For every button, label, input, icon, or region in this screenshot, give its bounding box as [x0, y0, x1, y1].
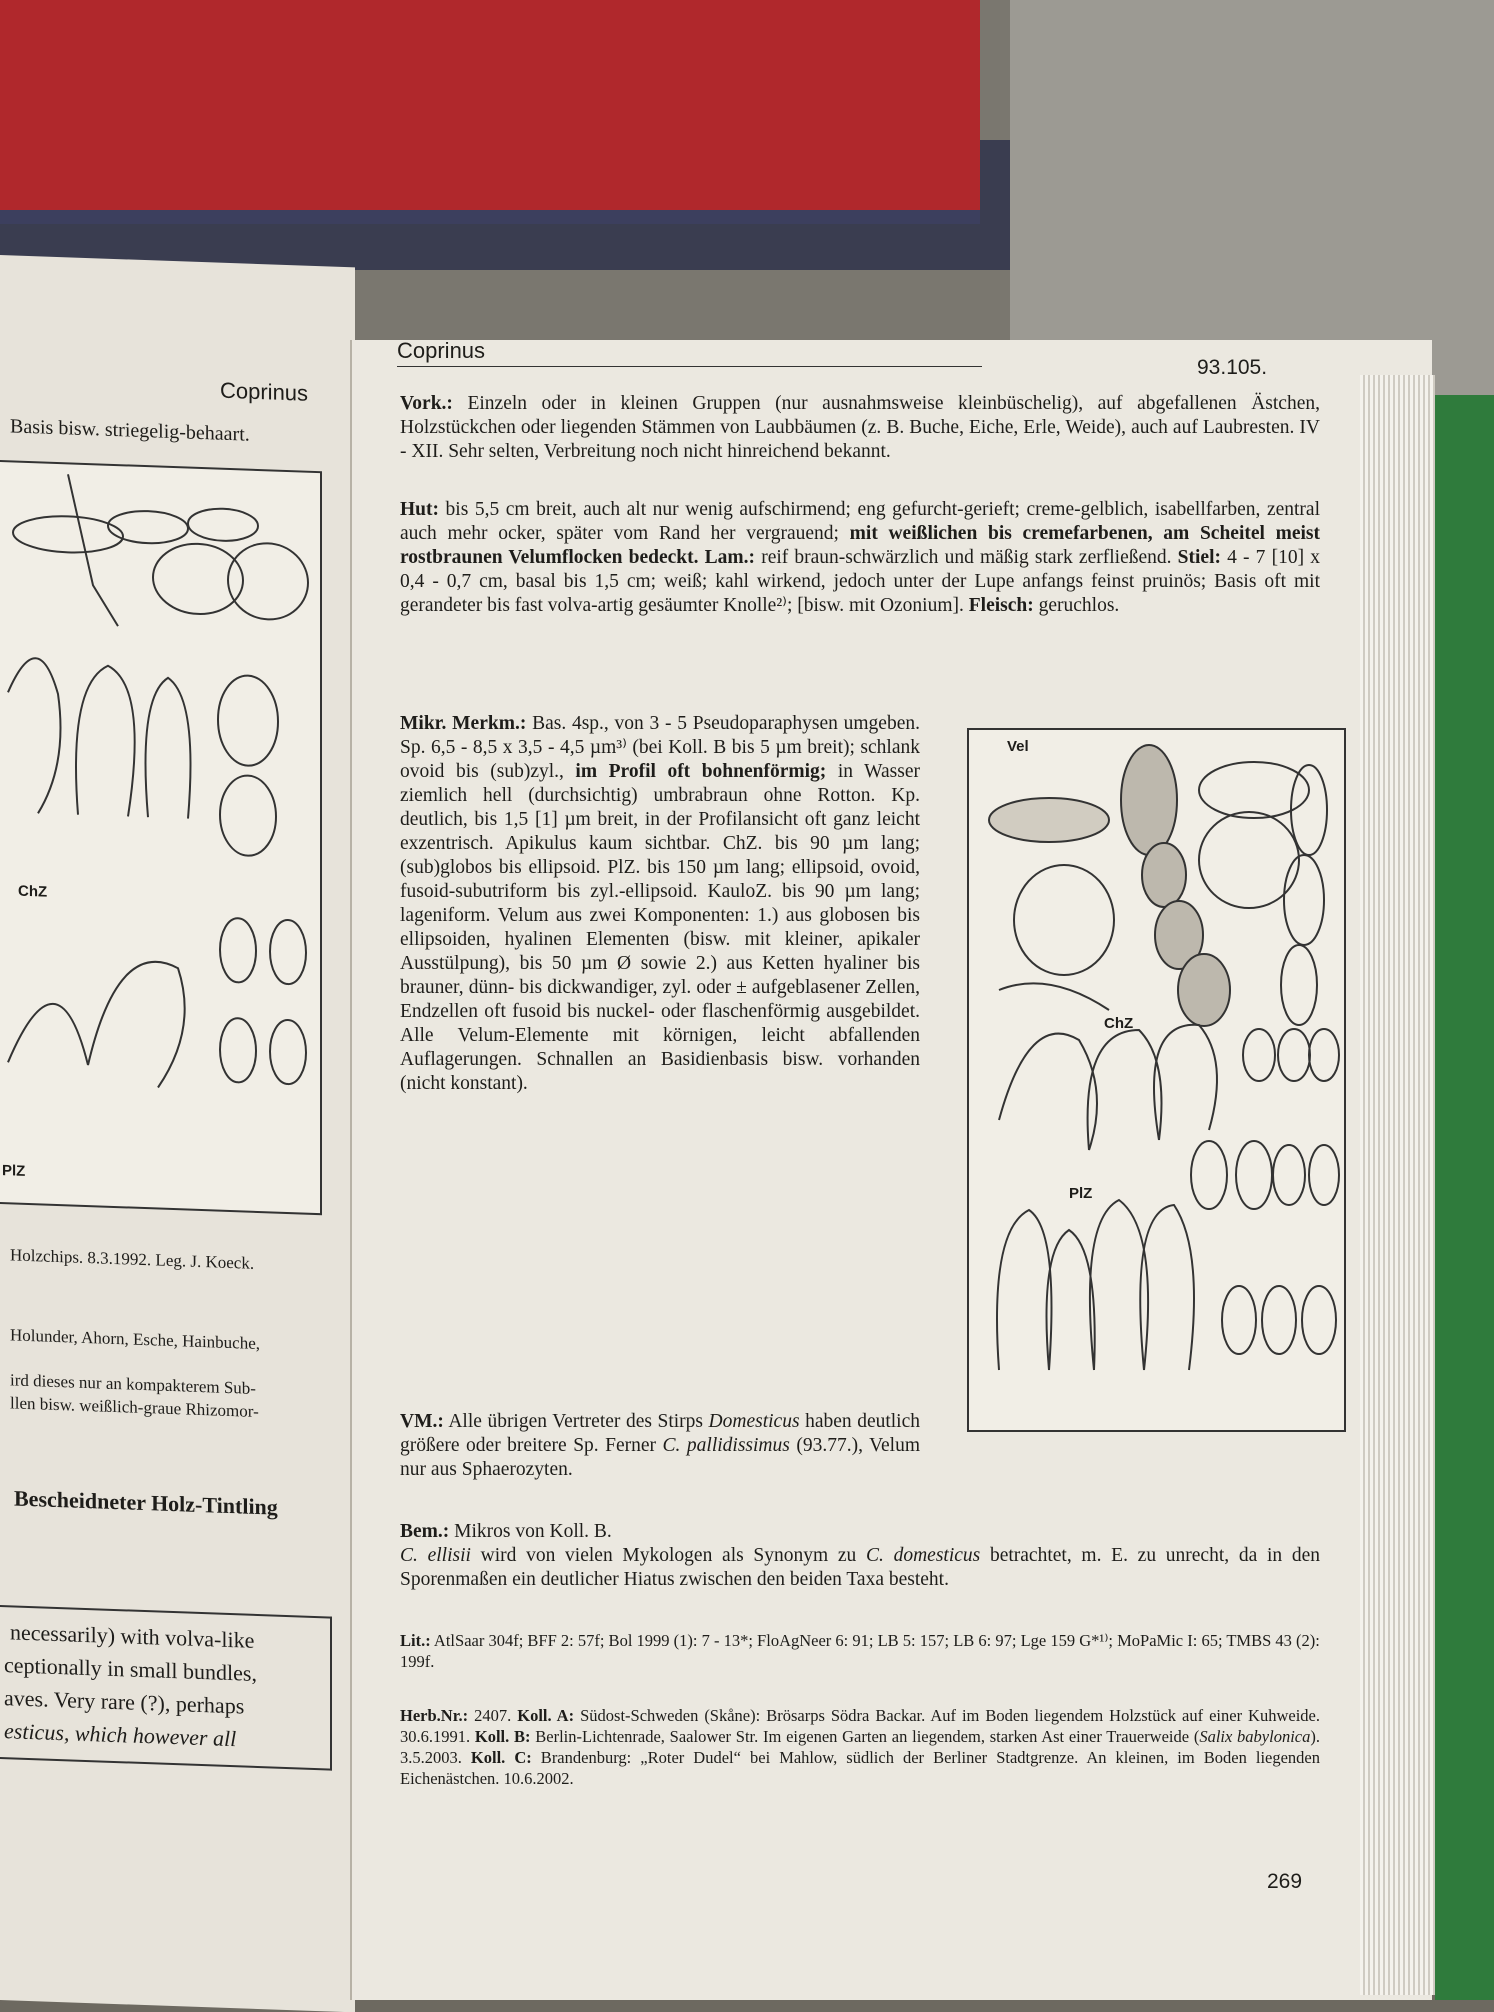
right-figure-label-plz: PlZ	[1069, 1185, 1093, 1202]
mikr-label: Mikr. Merkm.:	[400, 713, 527, 734]
left-text-rhizo: llen bisw. weißlich-graue Rhizomor-	[10, 1393, 259, 1422]
herb-koll-c: Koll. C:	[470, 1748, 532, 1767]
left-english-line-1: necessarily) with volva-like	[10, 1619, 255, 1653]
left-figure-label-plz: PlZ	[2, 1162, 26, 1180]
hut-label: Hut:	[400, 499, 439, 520]
herb-label: Herb.Nr.:	[400, 1706, 469, 1725]
bem-italic-domesticus: C. domesticus	[866, 1545, 981, 1566]
lit-text: AtlSaar 304f; BFF 2: 57f; Bol 1999 (1): 7 - 13*; FloAgNeer 6: 91; LB 5: 157; LB 6: 97; Lge 159 G*¹⁾; MoPaMic I: 65; TMBS 43 (2): 199f.	[400, 1631, 1320, 1671]
section-vork	[400, 392, 1320, 464]
left-figure-svg	[0, 462, 320, 1213]
vm-text-2: haben deutlich größere oder breitere Sp. Ferner	[400, 1411, 921, 1456]
herb-koll-a: Koll. A:	[517, 1706, 575, 1725]
left-page	[0, 255, 355, 2012]
vm-text-3: (93.77.), Velum nur aus Sphaerozyten.	[400, 1435, 920, 1480]
stiel-label: Stiel:	[1177, 547, 1221, 568]
left-english-line-3: aves. Very rare (?), perhaps	[4, 1685, 245, 1719]
section-lit	[400, 1630, 1320, 1672]
vm-italic-domesticus: Domesticus	[708, 1411, 800, 1432]
header-rule	[397, 366, 982, 367]
section-herb	[400, 1705, 1320, 1789]
left-text-basis: Basis bisw. striegelig-behaart.	[10, 415, 250, 446]
right-page	[350, 340, 1432, 2000]
lam-text: reif braun-schwärzlich und mäßig stark zerfließend.	[755, 547, 1178, 568]
fleisch-text: geruchlos.	[1033, 595, 1120, 616]
herb-italic-salix: Salix babylonica	[1199, 1727, 1311, 1746]
hut-text-1: bis 5,5 cm breit, auch alt nur wenig aufschirmend; eng gefurcht-gerieft; creme-gelblich, isabellfarben, zentral auch mehr ocker, später vom Rand her vergrauend;	[400, 499, 1320, 544]
right-figure-label-vel: Vel	[1007, 738, 1029, 755]
section-vm	[400, 1410, 920, 1482]
vm-label: VM.:	[400, 1411, 444, 1432]
lit-label: Lit.:	[400, 1631, 431, 1650]
left-page-header: Coprinus	[220, 377, 309, 406]
left-english-line-4: esticus, which however all	[4, 1718, 237, 1752]
mikr-bold-profile: im Profil oft bohnenförmig;	[575, 761, 827, 782]
section-hut	[400, 498, 1320, 618]
right-page-header-number: 93.105.	[1197, 356, 1268, 379]
right-figure-drawings	[967, 728, 1346, 1432]
stiel-text: 4 - 7 [10] x 0,4 - 0,7 cm, basal bis 1,5 cm; weiß; kahl wirkend, jedoch unter der Lupe anfangs feinst pruinös; Basis oft mit gerandeter bis fast volva-artig gesäumter Knolle²⁾; [bisw. mit Ozonium].	[400, 547, 1320, 616]
right-figure-label-chz: ChZ	[1104, 1015, 1134, 1032]
herb-text-1: 2407.	[468, 1706, 518, 1725]
bem-label: Bem.:	[400, 1521, 450, 1542]
bem-text-1: Mikros von Koll. B.	[449, 1521, 612, 1542]
bem-text-3: betrachtet, m. E. zu unrecht, da in den Sporenmaßen ein deutlicher Hiatus zwischen den beiden Taxa besteht.	[400, 1545, 1320, 1590]
left-text-holunder: Holunder, Ahorn, Esche, Hainbuche,	[10, 1325, 261, 1354]
mikr-text-1: Bas. 4sp., von 3 - 5 Pseudoparaphysen umgeben. Sp. 6,5 - 8,5 x 3,5 - 4,5 µm³⁾ (bei Koll. B bis 5 µm breit); schlank ovoid bis (sub)zyl.,	[400, 713, 920, 782]
vm-italic-pallidissimus: C. pallidissimus	[662, 1435, 790, 1456]
vm-text-1: Alle übrigen Vertreter des Stirps	[443, 1411, 709, 1432]
herb-koll-b: Koll. B:	[474, 1727, 531, 1746]
page-number: 269	[1267, 1870, 1303, 1893]
vork-label: Vork.:	[400, 393, 453, 414]
left-figure-drawings	[0, 460, 322, 1215]
green-book-cover	[1435, 395, 1494, 2000]
herb-text-5: Brandenburg: „Roter Dudel“ bei Mahlow, südlich der Berliner Stadtgrenze. An kleinen, im Boden liegenden Eichenästchen. 10.6.2002.	[400, 1748, 1320, 1788]
left-text-wird: ird dieses nur an kompakterem Sub-	[10, 1370, 256, 1398]
left-english-box	[0, 1605, 332, 1771]
left-figure-label-chz: ChZ	[18, 882, 48, 901]
right-figure-svg	[969, 730, 1344, 1430]
mikr-text-2: in Wasser ziemlich hell (durchsichtig) umbrabraun ohne Rotton. Kp. deutlich, bis 1,5 [1] µm breit, in der Profilansicht oft ganz leicht exzentrisch. Apikulus kaum sichtbar. ChZ. bis 90 µm lang; (sub)globos bis ellipsoid. PlZ. bis 150 µm lang; ellipsoid, ovoid, fusoid-subutriform bis zyl.-ellipsoid. KauloZ. bis 90 µm lang; lageniform. Velum aus zwei Komponenten: 1.) aus globosen bis ellipsoiden, hyalinen Elementen (bisw. mit kleiner, apikaler Ausstülpung), bis 50 µm Ø sowie 2.) aus Ketten hyaliner bis brauner, dünn- bis dickwandiger, zyl. oder ± aufgeblasener Zellen, Endzellen oft fusoid bis nuckel- oder flaschenförmig ausgebildet. Alle Velum-Elemente mit körnigen, leicht abfallenden Auflagerungen. Schnallen an Basidienbasis bisw. vorhanden (nicht konstant).	[400, 761, 920, 1094]
section-mikr	[400, 712, 920, 1096]
section-bem	[400, 1520, 1320, 1592]
left-text-holzchips: Holzchips. 8.3.1992. Leg. J. Koeck.	[10, 1245, 255, 1273]
red-book	[0, 0, 980, 224]
left-english-line-2: ceptionally in small bundles,	[4, 1652, 257, 1686]
herb-text-2: Südost-Schweden (Skåne): Brösarps Södra Backar. Auf im Boden liegendem Holzstück auf einer Kuhweide. 30.6.1991.	[400, 1706, 1320, 1746]
vork-text: Einzeln oder in kleinen Gruppen (nur ausnahmsweise kleinbüschelig), auf abgefallenen Ästchen, Holzstückchen oder liegenden Stämmen von Laubbäumen (z. B. Buche, Eiche, Erle, Weide), auch auf Laubresten. IV - XII. Sehr selten, Verbreitung noch nicht hinreichend bekannt.	[400, 393, 1320, 462]
right-page-header-genus: Coprinus	[397, 338, 486, 363]
bem-text-2: wird von vielen Mykologen als Synonym zu	[470, 1545, 866, 1566]
lam-label: Lam.:	[704, 547, 756, 568]
herb-text-4: ). 3.5.2003.	[400, 1727, 1320, 1767]
fleisch-label: Fleisch:	[968, 595, 1034, 616]
hut-bold-velum: mit weißlichen bis cremefarbenen, am Scheitel meist rostbraunen Velumflocken bedeckt.	[400, 523, 1320, 568]
page-edges	[1360, 375, 1435, 1995]
left-section-heading: Bescheidneter Holz-Tintling	[14, 1485, 278, 1520]
bem-italic-ellisii: C. ellisii	[400, 1545, 471, 1566]
herb-text-3: Berlin-Lichtenrade, Saalower Str. Im eigenen Garten an liegendem, starken Ast einer Trauerweide (	[530, 1727, 1200, 1746]
